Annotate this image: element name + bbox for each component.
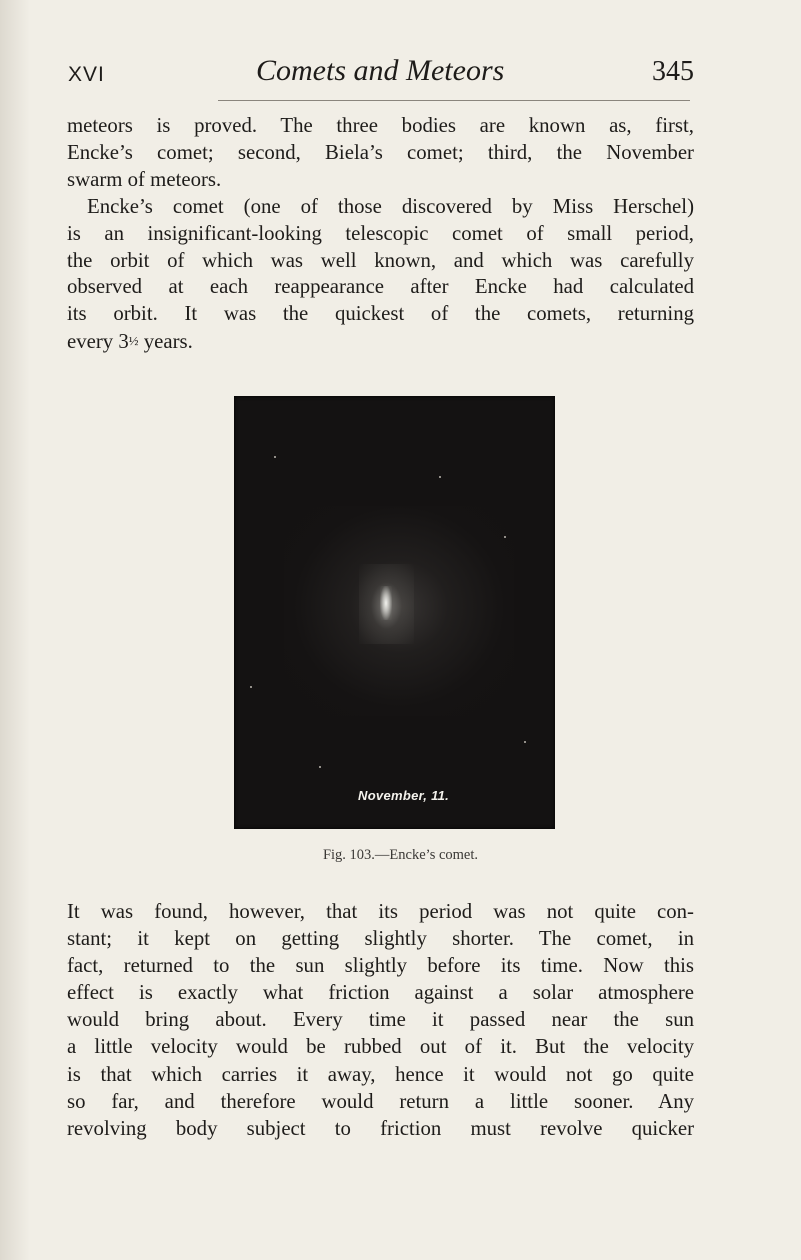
comet-figure <box>234 396 555 829</box>
running-title: Comets and Meteors <box>256 54 505 87</box>
figure-border <box>234 396 555 829</box>
text-line: so far, and therefore would return a little sooner. Any <box>67 1089 694 1113</box>
text-line: meteors is proved. The three bodies are known as, first, <box>67 114 694 137</box>
chapter-number: XVI <box>68 63 105 86</box>
text-line: stant; it kept on getting slightly shorter. The comet, in <box>67 927 694 951</box>
text-line: would bring about. Every time it passed near the sun <box>67 1008 694 1032</box>
text-line: Encke’s comet (one of those discovered by Miss Herschel) <box>87 194 694 218</box>
text-line: is that which carries it away, hence it would not go quite <box>67 1062 694 1086</box>
text-line: its orbit. It was the quickest of the comets, returning <box>67 302 694 326</box>
figure-caption: Fig. 103.—Encke’s comet. <box>322 847 479 863</box>
header-rule <box>218 100 690 101</box>
figure-date-label: November, 11. <box>358 788 450 803</box>
text-line: It was found, however, that its period was not quite con- <box>67 900 694 923</box>
running-head <box>68 54 694 98</box>
fraction-half: ½ <box>128 333 139 349</box>
text-fragment: every 3 <box>67 330 129 354</box>
text-fragment: years. <box>138 330 193 354</box>
text-line: a little velocity would be rubbed out of it. But the velocity <box>67 1035 694 1059</box>
text-line: is an insignificant-looking telescopic comet of small period, <box>67 221 694 245</box>
text-line: Encke’s comet; second, Biela’s comet; third, the November <box>67 140 694 164</box>
text-line: fact, returned to the sun slightly before its time. Now this <box>67 954 694 978</box>
paragraph-bottom <box>67 898 694 1142</box>
page-gutter-shadow <box>0 0 30 1260</box>
text-line: revolving body subject to friction must revolve quicker <box>67 1116 694 1140</box>
text-line-last <box>67 328 694 356</box>
text-line: the orbit of which was well known, and which was carefully <box>67 248 694 272</box>
text-line: swarm of meteors. <box>67 167 222 191</box>
paragraph-top <box>67 113 694 356</box>
text-line: observed at each reappearance after Encke had calculated <box>67 275 694 299</box>
page-number: 345 <box>652 56 694 87</box>
text-line: effect is exactly what friction against a solar atmosphere <box>67 981 694 1005</box>
